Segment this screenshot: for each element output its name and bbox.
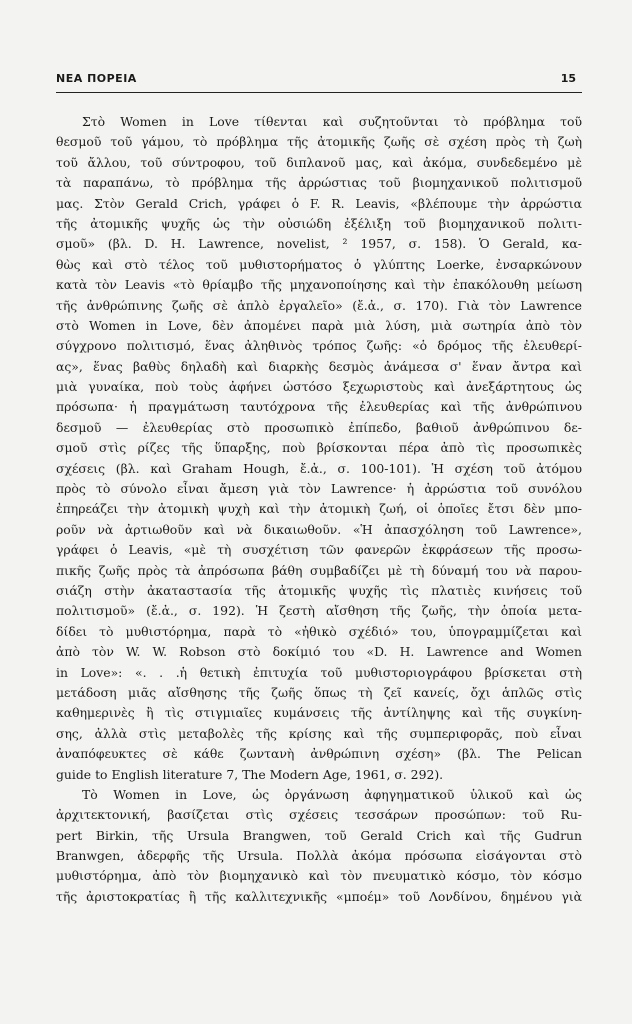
- text-line: ἀναπόφευκτες σὲ κάθε ζωντανὴ ἀνθρώπινη σχέση» (βλ. The Pelican: [56, 746, 582, 762]
- text-line: μας. Στὸν Gerald Crich, γράφει ὁ F. R. Leavis, «βλέπουμε τὴν ἀρρώστια: [56, 195, 582, 211]
- text-line: σχέσεις (βλ. καὶ Graham Hough, ἔ.ἀ., σ. 100-101). Ἡ σχέση τοῦ ἀτόμου: [56, 460, 582, 476]
- text-line: τῆς ἀνθρώπινης ζωῆς σὲ ἁπλὸ ἐργαλεῖο» (ἔ.ἀ., σ. 170). Γιὰ τὸν Lawrence: [56, 297, 582, 313]
- text-line: guide to English literature 7, The Modern Age, 1961, σ. 292).: [56, 766, 444, 782]
- text-line: in Love»: «. . .ἡ θετικὴ ἐπιτυχία τοῦ μυθιστοριογράφου βρίσκεται στὴ: [56, 664, 582, 680]
- text-line: θεσμοῦ τοῦ γάμου, τὸ πρόβλημα τῆς ἀτομικῆς ζωῆς σὲ σχέση πρὸς τὴ ζωὴ: [56, 134, 582, 150]
- text-line: Branwgen, ἀδερφῆς τῆς Ursula. Πολλὰ ἀκόμα πρόσωπα εἰσάγονται στὸ: [56, 848, 582, 864]
- text-line: δεσμοῦ — ἐλευθερίας στὸ προσωπικὸ ἐπίπεδο, βαθιοῦ ἀνθρώπινου δε-: [56, 419, 582, 435]
- text-line: σμοῦ στὶς ρίζες τῆς ὕπαρξης, ποὺ βρίσκονται πέρα ἀπὸ τὶς προσωπικὲς: [56, 440, 582, 456]
- text-line: στὸ Women in Love, δὲν ἀπομένει παρὰ μιὰ λύση, μιὰ σωτηρία ἀπὸ τὸν: [56, 317, 582, 333]
- page-number: 15: [560, 72, 576, 85]
- text-line: θὼς καὶ στὸ τέλος τοῦ μυθιστορήματος ὁ γλύπτης Loerke, ἐνσαρκώνουν: [56, 256, 582, 272]
- text-line: πρὸς τὸ σύνολο εἶναι ἄμεση γιὰ τὸν Lawrence· ἡ ἀρρώστια τοῦ συνόλου: [56, 481, 582, 497]
- running-title: ΝΕΑ ΠΟΡΕΙΑ: [56, 72, 137, 85]
- header-rule: [56, 92, 582, 93]
- text-line: μυθιστόρημα, ἀπὸ τὸν βιομηχανικὸ καὶ τὸν πνευματικὸ κόσμο, τὸν κόσμο: [56, 868, 582, 884]
- text-line: κατὰ τὸν Leavis «τὸ θρίαμβο τῆς μηχανοποίησης καὶ τὴν ἐπακόλουθη μείωση: [56, 277, 582, 293]
- text-line: σης, ἀλλὰ στὶς μεταβολὲς τῆς κρίσης καὶ τῆς συμπεριφορᾶς, ποὺ εἶναι: [56, 725, 582, 741]
- text-line: πρόσωπα· ἡ πραγμάτωση ταυτόχρονα τῆς ἐλευθερίας καὶ τῆς ἀνθρώπινου: [56, 399, 582, 415]
- text-line: σιάζη στὴν ἀκαταστασία τῆς ἀτομικῆς ψυχῆς τὶς πλατιὲς κινήσεις τοῦ: [56, 582, 582, 598]
- text-line: ας», ἕνας βαθὺς δηλαδὴ καὶ διαρκὴς δεσμὸς ἀνάμεσα σ' ἕναν ἄντρα καὶ: [56, 358, 582, 374]
- text-line: τοῦ ἄλλου, τοῦ σύντροφου, τοῦ διπλανοῦ μας, καὶ ἀκόμα, συνδεδεμένο μὲ: [56, 154, 582, 170]
- text-line: μετάδοση μιᾶς αἴσθησης τῆς ζωῆς ὅπως τὴ ζεῖ κανείς, ὄχι ἁπλῶς στὶς: [56, 684, 582, 700]
- text-line: ἀρχιτεκτονική, βασίζεται στὶς σχέσεις τεσσάρων προσώπων: τοῦ Ru-: [56, 807, 582, 823]
- text-line: δίδει τὸ μυθιστόρημα, παρὰ τὸ «ἠθικὸ σχέδιό» του, ὑπογραμμίζεται καὶ: [56, 623, 582, 639]
- text-line: πολιτισμοῦ» (ἔ.ἀ., σ. 192). Ἡ ζεστὴ αἴσθηση τῆς ζωῆς, τὴν ὁποία μετα-: [56, 603, 582, 619]
- text-line: ροῦν νὰ ἀρτιωθοῦν καὶ νὰ δικαιωθοῦν. «Ἡ ἀπασχόληση τοῦ Lawrence»,: [56, 521, 582, 537]
- running-head: [56, 72, 576, 92]
- text-line: γράφει ὁ Leavis, «μὲ τὴ συσχέτιση τῶν φανερῶν ἐκφράσεων τῆς προσω-: [56, 542, 582, 558]
- text-line: Τὸ Women in Love, ὡς ὀργάνωση ἀφηγηματικοῦ ὑλικοῦ καὶ ὡς: [82, 786, 582, 802]
- text-line: μιὰ γυναίκα, ποὺ τοὺς ἀφήνει ὡστόσο ξεχωριστοὺς καὶ ἀνεξάρτητους ὡς: [56, 379, 582, 395]
- text-line: τῆς ἀτομικῆς ψυχῆς ὡς τὴν οὐσιώδη ἐξέλιξη τοῦ βιομηχανικοῦ πολιτι-: [56, 215, 582, 231]
- text-line: σμοῦ» (βλ. D. H. Lawrence, novelist, ² 1957, σ. 158). Ὁ Gerald, κα-: [56, 236, 582, 252]
- text-line: πικῆς ζωῆς πρὸς τὰ ἀπρόσωπα βάθη συμβαδίζει μὲ τὴ δύναμή του νὰ παρου-: [56, 562, 582, 578]
- text-line: pert Birkin, τῆς Ursula Brangwen, τοῦ Gerald Crich καὶ τῆς Gudrun: [56, 827, 582, 843]
- text-line: ἀπὸ τὸν W. W. Robson στὸ δοκίμιό του «D. H. Lawrence and Women: [56, 644, 582, 660]
- body-text: [56, 112, 582, 907]
- text-line: Στὸ Women in Love τίθενται καὶ συζητοῦνται τὸ πρόβλημα τοῦ: [82, 114, 582, 129]
- text-line: σύγχρονο πολιτισμό, ἕνας ἀληθινὸς τρόπος ζωῆς: «ὁ δρόμος τῆς ἐλευθερί-: [56, 338, 582, 354]
- text-line: τῆς ἀριστοκρατίας ἢ τῆς καλλιτεχνικῆς «μποέμ» τοῦ Λονδίνου, δημένου γιὰ: [56, 888, 582, 904]
- text-line: τὰ παραπάνω, τὸ πρόβλημα τῆς ἀρρώστιας τοῦ βιομηχανικοῦ πολιτισμοῦ: [56, 175, 582, 191]
- text-line: καθημερινὲς ἢ τὶς στιγμιαῖες κυμάνσεις τῆς ἀντίληψης καὶ τῆς συγκίνη-: [56, 705, 582, 721]
- text-line: ἐπηρεάζει τὴν ἀτομικὴ ψυχὴ καὶ τὴν ἀτομικὴ ζωή, οἱ ὁποῖες ἔτσι δὲν μπο-: [56, 501, 582, 517]
